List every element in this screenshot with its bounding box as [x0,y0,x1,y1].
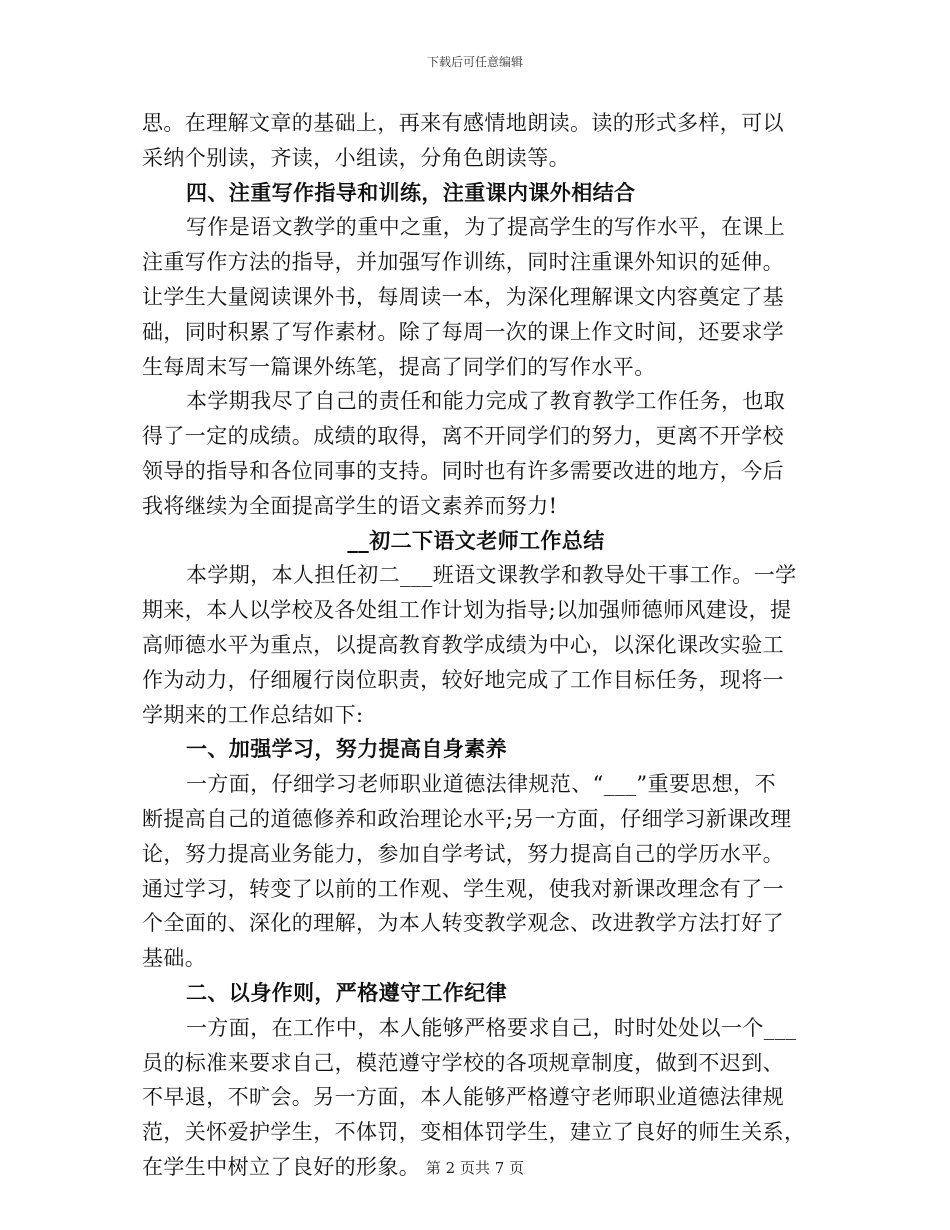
paragraph-line: 高师德水平为重点，以提高教育教学成绩为中心，以深化课改实验工 [142,632,784,657]
paragraph-line: 注重写作方法的指导，并加强写作训练，同时注重课外知识的延伸。 [142,250,784,275]
paragraph-line: 一方面，在工作中，本人能够严格要求自己，时时处处以一个___ [186,1015,797,1040]
paragraph-line: 写作是语文教学的重中之重，为了提高学生的写作水平，在课上 [186,215,786,240]
paragraph-line: 础，同时积累了写作素材。除了每周一次的课上作文时间，还要求学 [142,319,784,344]
document-title: __初二下语文老师工作总结 [347,527,605,553]
paragraph-line: 本学期我尽了自己的责任和能力完成了教育教学工作任务，也取 [186,389,786,414]
section-heading: 四、注重写作指导和训练，注重课内课外相结合 [186,179,636,205]
paragraph-line: 个全面的、深化的理解，为本人转变教学观念、改进教学方法打好了 [142,911,784,936]
paragraph-line: 领导的指导和各位同事的支持。同时也有许多需要改进的地方，今后 [142,458,784,483]
paragraph-line: 思。在理解文章的基础上，再来有感情地朗读。读的形式多样，可以 [142,111,784,135]
paragraph-line: 范，关怀爱护学生，不体罚，变相体罚学生，建立了良好的师生关系， [142,1120,806,1145]
paragraph-line: 不早退，不旷会。另一方面，本人能够严格遵守老师职业道德法律规 [142,1085,784,1110]
page-header: 下载后可任意编辑 [426,55,523,69]
paragraph-line: 得了一定的成绩。成绩的取得，离不开同学们的努力，更离不开学校 [142,424,784,449]
section-heading: 一、加强学习，努力提高自身素养 [186,736,507,762]
paragraph-line: 论，努力提高业务能力，参加自学考试，努力提高自己的学历水平。 [142,841,784,866]
paragraph-line: 让学生大量阅读课外书，每周读一本，为深化理解课文内容奠定了基 [142,284,784,309]
paragraph-line: 基础。 [142,946,207,971]
paragraph-line: 员的标准来要求自己，模范遵守学校的各项规章制度，做到不迟到、 [142,1050,784,1075]
paragraph-line: 我将继续为全面提高学生的语文素养而努力! [142,493,558,518]
paragraph-line: 通过学习，转变了以前的工作观、学生观，使我对新课改理念有了一 [142,876,784,901]
section-heading: 二、以身作则，严格遵守工作纪律 [186,979,507,1005]
paragraph-line: 一方面，仔细学习老师职业道德法律规范、“___”重要思想，不 [186,772,776,797]
paragraph-line: 本学期，本人担任初二___班语文课教学和教导处干事工作。一学 [186,563,797,588]
paragraph-line: 学期来的工作总结如下: [142,702,364,727]
paragraph-line: 期来，本人以学校及各处组工作计划为指导;以加强师德师风建设，提 [142,598,792,623]
page-number: 第 2 页共 7 页 [425,1159,525,1177]
paragraph-line: 生每周末写一篇课外练笔，提高了同学们的写作水平。 [142,354,656,379]
paragraph-line: 在学生中树立了良好的形象。 [142,1154,421,1179]
paragraph-line: 采纳个别读，齐读，小组读，分角色朗读等。 [142,145,570,170]
paragraph-line: 断提高自己的道德修养和政治理论水平;另一方面，仔细学习新课改理 [142,806,792,831]
document-body [142,106,810,1185]
paragraph-line: 作为动力，仔细履行岗位职责，较好地完成了工作目标任务，现将一 [142,667,784,692]
